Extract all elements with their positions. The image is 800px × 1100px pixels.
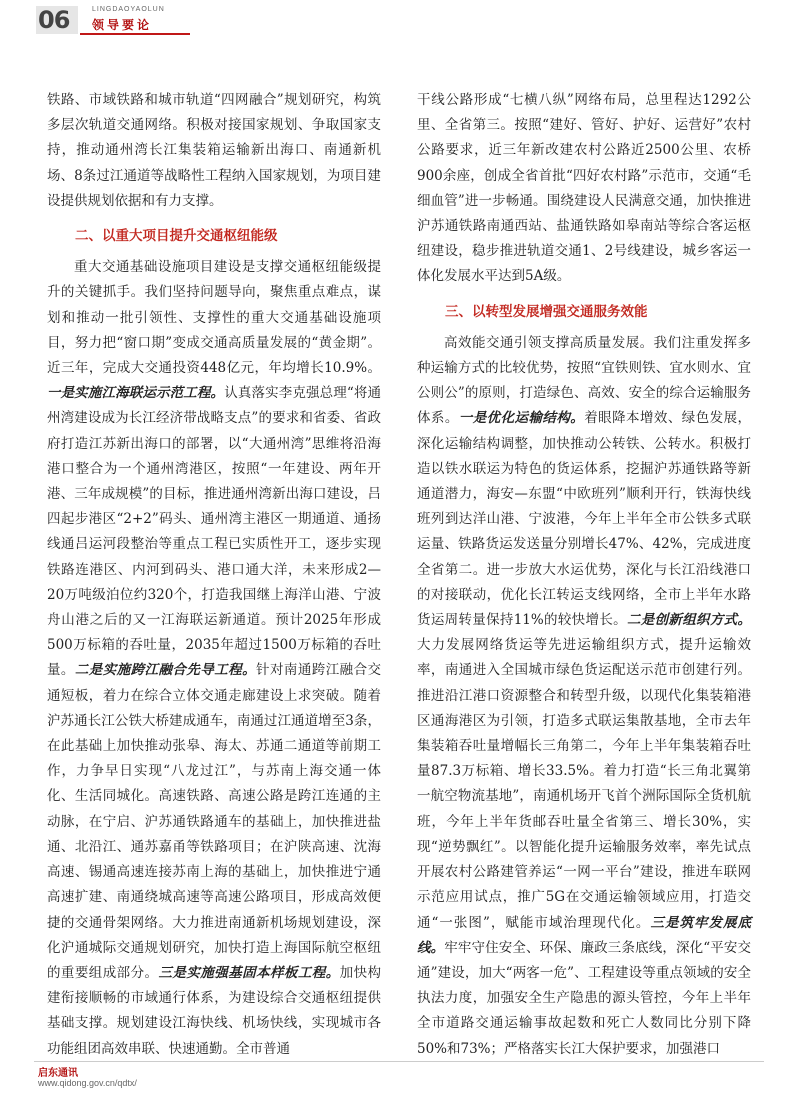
paragraph-text: 高效能交通引领支撑高质量发展。我们注重发挥多种运输方式的比较优势，按照“宜铁则铁、宜水则水、宜公则公”的原则，打造绿色、高效、安全的综合运输服务体系。: [417, 334, 751, 427]
paragraph-text: 牢牢守住安全、环保、廉政三条底线，深化“平安交通”建设，加大“两客一危”、工程建设等重点领域的安全执法力度，加强安全生产隐患的源头管控，今年上半年全市道路交通运输事故起数和死亡人数同比分别下降50%和73%；严格落实长江大保护要求，加强港口: [417, 939, 752, 1057]
page-number: 06: [38, 6, 70, 34]
paragraph: [47, 255, 381, 1062]
paragraph-text: 重大交通基础设施项目建设是支撑交通枢纽能级提升的关键抓手。我们坚持问题导向，聚焦重点难点，谋划和推动一批引领性、支撑性的重大交通基础设施项目，努力把“窗口期”变成交通高质量发展的“黄金期”。近三年，完成大交通投资448亿元，年均增长10.9%。: [47, 259, 381, 377]
paragraph: 铁路、市域铁路和城市轨道“四网融合”规划研究，构筑多层次轨道交通网络。积极对接国家规划、争取国家支持，推动通州湾长江集装箱运输新出海口、南通新机场、8条过江通道等战略性工程纳入国家规划，为项目建设提供规划依据和有力支撑。: [47, 92, 381, 209]
paragraph-text: 针对南通跨江融合交通短板，着力在综合立体交通走廊建设上求突破。随着沪苏通长江公铁大桥建成通车，南通过江通道增至3条，在此基础上加快推动张皋、海太、苏通二通道等前期工作，力争早日实现“八龙过江”，与苏南上海交通一体化、生活同城化。高速铁路、高速公路是跨江连通的主动脉，在宁启、沪苏通铁路通车的基础上，加快推进盐通、北沿江、通苏嘉甬等铁路项目；在沪陕高速、沈海高速、锡通高速连接苏南上海的基础上，加快推进宁通高速扩建、南通绕城高速等高速公路项目，形成高效便捷的交通骨架网络。大力推进南通新机场规划建设，深化沪通城际交通规划研究，加快打造上海国际航空枢纽的重要组成部分。: [47, 662, 382, 981]
column-title: 领导要论: [92, 18, 153, 32]
column-pinyin: LINGDAOYAOLUN: [92, 6, 165, 13]
left-column: [47, 88, 381, 1062]
emphasis-label: 二是实施跨江融合先导工程。: [74, 662, 257, 679]
section-heading: 三、以转型发展增强交通服务效能: [445, 303, 648, 320]
emphasis-label: 三是实施强基固本样板工程。: [158, 964, 340, 981]
paragraph-text: 认真落实李克强总理“将通州湾建设成为长江经济带战略支点”的要求和省委、省政府打造江苏新出海口的部署，以“大通州湾”思维将沿海港口整合为一个通州湾港区，按照“一年建设、两年开港、三年成规模”的目标，推进通州湾新出海口建设，吕四起步港区“2+2”码头、通州湾主港区一期通道、通扬线通吕运河段整治等重点工程已实质性开工，逐步实现铁路连港区、内河到码头、港口通大洋，未来形成2—20万吨级泊位约320个，打造我国继上海洋山港、宁波舟山港之后的又一江海联运新通道。预计2025年形成500万标箱的吞吐量，2035年超过1500万标箱的吞吐量。: [47, 385, 382, 679]
header-rule: [80, 33, 190, 35]
emphasis-label: 一是优化运输结构。: [458, 410, 585, 427]
emphasis-label: 二是创新组织方式。: [626, 612, 751, 629]
right-column: [417, 88, 751, 1062]
emphasis-label: 一是实施江海联运示范工程。: [47, 385, 225, 402]
paragraph: [417, 331, 751, 1062]
paragraph-text: 大力发展网络货运等先进运输组织方式，提升运输效率，南通进入全国城市绿色货运配送示范市创建行列。推进沿江港口资源整合和转型升级，以现代化集装箱港区通海港区为引领，打造多式联运集散基地，全市去年集装箱吞吐量增幅长三角第二，今年上半年集装箱吞吐量87.3万标箱、增长33.5%。着力打造“长三角北翼第一航空物流基地”，南通机场开飞首个洲际国际全货机航班，今年上半年货邮吞吐量全省第三、增长30%，实现“逆势飘红”。以智能化提升运输服务效率，率先试点开展农村公路建管养运“一网一平台”建设，推进车联网示范应用试点，推广5G在交通运输领域应用，打造交通“一张图”，赋能市域治理现代化。: [417, 637, 751, 931]
footer-url[interactable]: www.qidong.gov.cn/qdtx/: [38, 1078, 137, 1088]
paragraph-text: 加快构建衔接顺畅的市域通行体系，为建设综合交通枢纽提供基础支撑。规划建设江海快线、机场快线，实现城市各功能组团高效串联、快速通勤。全市普通: [47, 964, 382, 1057]
paragraph: 干线公路形成“七横八纵”网络布局，总里程达1292公里、全省第三。按照“建好、管好、护好、运营好”农村公路要求，近三年新改建农村公路近2500公里、农桥900余座，创成全省首批“四好农村路”示范市，交通“毛细血管”进一步畅通。围绕建设人民满意交通，加快推进沪苏通铁路南通西站、盐通铁路如皋南站等综合客运枢纽建设，稳步推进轨道交通1、2号线建设，城乡客运一体化发展水平达到5A级。: [417, 92, 751, 285]
section-heading: 二、以重大项目提升交通枢纽能级: [75, 228, 278, 245]
paragraph-text: 着眼降本增效、绿色发展，深化运输结构调整，加快推动公转铁、公转水。积极打造以铁水联运为特色的货运体系，挖掘沪苏通铁路等新通道潜力，海安—东盟“中欧班列”顺利开行，铁海快线班列到达洋山港、宁波港，今年上半年全市公铁多式联运量、铁路货运发送量分别增长47%、42%，完成进度全省第二。进一步放大水运优势，深化与长江沿线港口的对接联动，优化长江转运支线网络，全市上半年水路货运周转量保持11%的较快增长。: [417, 410, 752, 629]
footer-publication-name: 启东通讯: [38, 1068, 78, 1079]
page-header: [0, 0, 800, 52]
emphasis-label: 三是筑牢发展底线。: [417, 914, 752, 956]
footer-rule: [34, 1061, 764, 1062]
